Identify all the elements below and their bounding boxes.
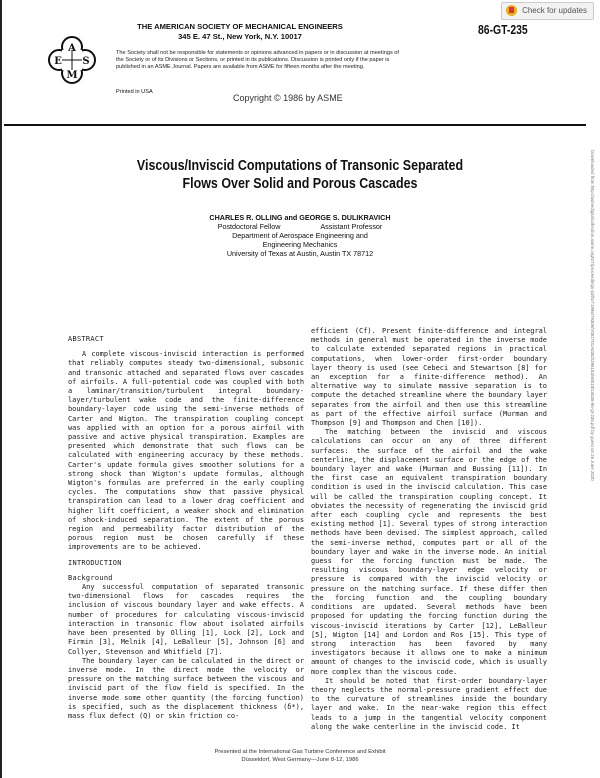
asme-logo [46,34,98,86]
body-paragraph: The matching between the inviscid and viscous calculations can occur on any of three different surfaces: the surface of the airfoil and the wake centerline, the displacement surface or the edge of the boundary layer and wake (Murman and Bussing [11]). In the first case an equivalent transpiration boundary condition is used in the inviscid calculation. This case will be called the transpiration coupling concept. It obviates the necessity of regenerating the inviscid grid after each coupling cycle and represents the best existing method [1]. Several types of strong interaction methods have been devised. The simplest approach, called the semi-inverse method, computes part or all of the boundary layer and wake in the inverse mode. An initial guess for the forcing function must be made. The resulting viscous boundary-layer edge velocity or pressure is compared with the inviscid velocity or pressure on the matching surface. If these differ then the forcing function and the coupling boundary conditions are updated. Several methods have been proposed for updating the forcing function during the viscous-inviscid iterations by Carter [12], LeBalleur [5], Wigton [14] and Lordon and Ros [15]. This type of strong interaction has been favored by many investigators because it allows one to make a minimum amount of changes to the inviscid code, which is usually more complex than the viscous code. [311,428,547,676]
society-address: 345 E. 47 St., New York, N.Y. 10017 [178,32,302,41]
paper-title [76,157,523,193]
scan-edge [0,0,2,778]
department-line-2: Engineering Mechanics [262,240,338,249]
title-line-1: Viscous/Inviscid Computations of Transonic Separated [136,158,464,174]
svg-text:M: M [66,70,78,81]
paper-number: 86-GT-235 [478,22,528,37]
body-paragraph: The boundary layer can be calculated in the direct or inverse mode. In the direct mode the velocity or pressure on the matching surface between the viscous and inviscid part of the flow field is specified. In the inverse mode some other quantity (the forcing function) is specified, such as the displacement thickness (δ*), mass flux defect (Q) or skin friction co- [68,656,304,720]
author-names: CHARLES R. OLLING and GEORGE S. DULIKRAVICH [209,213,391,222]
download-watermark [586,150,596,750]
bookmark-icon [506,5,517,16]
right-column [311,327,547,732]
author-role-2: Assistant Professor [320,222,383,231]
title-line-2: Flows Over Solid and Porous Cascades [182,176,418,192]
svg-text:E: E [54,56,62,67]
abstract-text: A complete viscous-inviscid interaction is performed that reliably computes steady two-dimensional, subsonic and transonic attached and separated flows over cascades of airfoils. A full-potential code was coupled with both a laminar/transition/turbulent integral boundary-layer/turbulent wake code and the finite-difference boundary-layer code using the semi-inverse methods of Carter and Wigton. The transpiration coupling concept was applied with an option for a porous airfoil with passive and active physical transpiration. Examples are presented which demonstrate that such flows can be calculated with engineering accuracy by these methods. Carter's update formula gives smoother solutions for a strong shock than Wigton's update formulas, although Wigton's formulas are preferred in the early coupling cycles. The computations show that passive physical transpiration can lead to a lower drag coefficient and higher lift coefficient, a weaker shock and elimination of shock-induced separation. The extent of the porous region and permeability factor distribution of the porous region must be chosen carefully if these improvements are to be achieved. [68,350,304,552]
background-heading: Background [68,573,113,582]
left-column [68,335,304,721]
check-for-updates-button[interactable] [501,2,594,20]
check-for-updates-label: Check for updates [522,6,587,15]
body-paragraph: Any successful computation of separated transonic two-dimensional flows for cascades requires the inclusion of viscous boundary layer and wake effects. A number of procedures for calculating viscous-inviscid interaction in transonic flow about isolated airfoils have been presented by Olling [1], Lock [2], Lock and Firmin [3], Melnik [4], LeBalleur [5], Johnson [6] and Collyer, Stevenson and Whitfield [7]. [68,583,304,656]
body-paragraph: efficient (Cf). Present finite-difference and integral methods in general must be operated in the inverse mode to calculate extended separated regions in practical computations, when lower-order first-order boundary layer theory is used (see Cebeci and Stewartson [8] for an exception for a finite-difference method). An alternative way to simulate massive separation is to compute the detached streamline where the boundary layer separates from the airfoil and then use this streamline as part of the effective airfoil surface (Murman and Thompson [9] and Thompson and Chen [10]). [311,327,547,428]
author-block [100,213,500,258]
download-watermark-text: Downloaded from http://asmedigitalcollection.asme.org/GT/proceedings-pdf/GT1986/79306/V001T01A035/2396153/v001t01a035-86-gt-235.pdf by guest on 26 June 2020 [590,150,595,481]
department-line-1: Department of Aerospace Engineering and [232,231,368,240]
society-header [105,22,375,42]
body-paragraph: It should be noted that first-order boundary-layer theory neglects the normal-pressure gradient effect due to the curvature of streamlines inside the boundary layer and wake. In the near-wake region this effect leads to a jump in the tangential velocity component along the wake centerline in the inviscid code. It [311,676,547,731]
abstract-heading: ABSTRACT [68,335,104,343]
university: University of Texas at Austin, Austin TX 78712 [226,249,374,258]
footer-line-1: Presented at the International Gas Turbine Conference and Exhibit [214,749,386,755]
header-rule [4,124,586,126]
printed-in: Printed in USA [116,89,153,95]
svg-text:S: S [82,56,90,67]
society-name: THE AMERICAN SOCIETY OF MECHANICAL ENGINEERS [137,22,343,31]
introduction-heading: INTRODUCTION [68,558,122,567]
footer-line-2: Düsseldorf, West Germany—June 8-12, 1986 [241,757,359,763]
author-role-1: Postdoctoral Fellow [217,222,281,231]
copyright: Copyright © 1986 by ASME [233,93,343,103]
svg-text:A: A [68,43,76,54]
disclaimer-notice: The Society shall not be responsible for statements or opinions advanced in papers or in discussion at meetings of the Society or of its Divisions or Sections, or printed in its publications. Discussion is printed only if the paper is published in an ASME Journal. Papers are available from ASME for fifteen months after the meeting. [116,50,399,70]
conference-footnote [160,748,440,764]
